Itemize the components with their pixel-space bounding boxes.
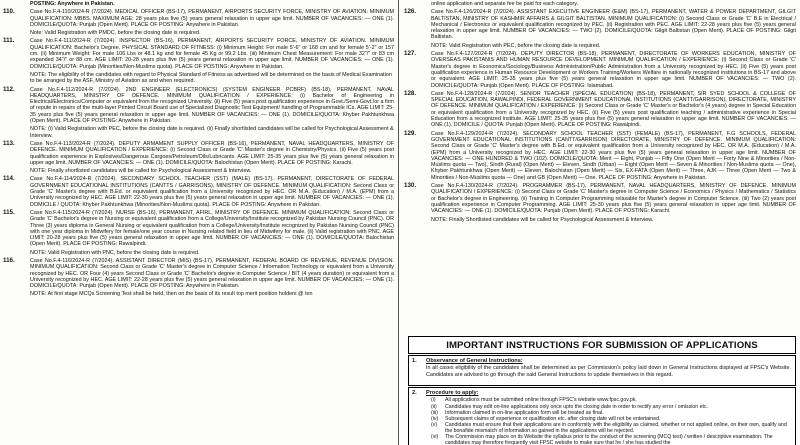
- vacancy-number: 112.: [3, 85, 15, 93]
- vacancy-number: 115.: [3, 208, 15, 216]
- vacancy-item: [401, 51, 800, 89]
- procedure-step-text: Information claimed in on-line application form will be treated as final.: [445, 409, 604, 416]
- vacancy-note: NOTE: Finally Shortlisted candidates will be called for Psychological Assessment & Interview.: [431, 216, 654, 223]
- procedure-step-text: The Commission may place on its Website the syllabus prior to the conduct of the screening (MCQ test) / written / descriptive examination. The candidates may therefore frequently visit FPSC website to make sure that he / she has studied the: [445, 433, 773, 445]
- instructions-title: IMPORTANT INSTRUCTIONS FOR SUBMISSION OF APPLICATIONS: [408, 336, 796, 354]
- instruction-body: In all cases eligibility of the candidates shall be determined as per Commission's policy laid down in General Instructions displayed at FPSC's Website. Candidates are advised to go through the said General Instructions to update themselves in this regard.: [426, 365, 791, 378]
- vacancy-text: Case No.F.4-126/2024-R (7/2024). ASSISTANT EXECUTIVE ENGINEER (E&M) (BS-17), PERMANENT, WATER & POWER DEPARTMENT, GILGIT BALTISTAN, MINISTRY OF KASHMIR AFFAIRS & GILGIT BALTISTAN. MINIMUM QUALIFICATION: (i) Second Class or Grade 'C' B.E in Electrical / Mechanical / Electronics or equivalent qualification recognized by PEC. (ii) Registration with PEC. AGE LIMIT: 22-28 years plus five (5) years general relaxation in upper age limit. NUMBER OF VACANCIES: — TWO (2). DOMICILE/QUOTA: Gilgit Baltistan (Open Merit). PLACE OF POSTING: Gilgit Baltistan.: [431, 9, 796, 41]
- procedure-step-label: (vi): [431, 433, 439, 440]
- procedure-step-label: (i): [431, 397, 436, 404]
- procedure-step-label: (ii): [431, 403, 437, 410]
- vacancy-number: 110.: [3, 8, 15, 16]
- vacancy-note: NOTE: (i) Valid Registration with PEC, before the closing date is required. (ii) Finally shortlisted candidates will be called for Psychological Assessment & Interview.: [30, 126, 394, 139]
- procedure-step: [409, 434, 795, 445]
- vacancy-number: 129.: [404, 129, 417, 137]
- vacancy-number: 114.: [3, 175, 15, 183]
- vacancy-item: [401, 9, 800, 40]
- procedure-steps-list: [409, 397, 795, 445]
- procedure-step-text: All applications must be submitted online through FPSC's website www.fpsc.gov.pk.: [445, 397, 637, 404]
- vacancy-number: 127.: [404, 50, 417, 58]
- instruction-title: Procedure to apply:: [426, 390, 479, 396]
- vacancy-number: 128.: [404, 89, 417, 97]
- vacancy-text: Case No.F.4-114/2024-R (7/2024). SECONDARY SCHOOL TEACHER (SST) (MALE) (BS-17), PERMANENT, DIRECTORATE OF FEDERAL GOVERNMENT EDUCATIONAL INSTITUTIONS (CANTTS / GARRISONS), MINISTRY OF DEFENCE. MINIMUM QUALIFICATION: Second Class or Grade 'C' Master's degree with B.Ed. or equivalent qualification from a University recognized by HEC. OR M.A. (Education) / M.A. (EPM) from a University recognized by HEC. AGE LIMIT: 22-30 years plus five (5) years general relaxation in upper age limit. NUMBER OF VACANCIES: — ONE (1). DOMICILE / QUOTA: Khyber Pakhtunkhwa (Minorities/Non-Muslims quota). PLACE OF POSTING: Anywhere in Pakistan.: [30, 176, 394, 208]
- vacancy-number: 116.: [3, 256, 15, 264]
- vacancy-number: 111.: [3, 37, 15, 45]
- left-top-fragment: POSTING: Anywhere in Pakistan.: [30, 1, 115, 7]
- vacancy-text: Case No.F.4-128/2024-R (7/2024). SENIOR TEACHER (SPECIAL EDUCATION) (BS-18), PERMANENT, SIR SYED SCHOOL & COLLEGE OF SPECIAL EDUCATION, RAWALPINDI, FEDERAL GOVERNMENT EDUCATIONAL INSTITUTIONS (CANTT/GARRISON), DIRECTORATE, MINISTRY OF DEFENCE. MINIMUM QUALIFICATION / EXPERIENCE: (i) Second Class or Grade 'C' Master's or Bachelor's (4 years) degree in Special Education or equivalent qualification from a University recognized by HEC. (ii) Five (5) years post qualification teaching / administrative experience in Special Education from a recognized institute. AGE LIMIT: 25-35 years plus five (5) years general relaxation in upper age limit. NUMBER OF VACANCIES: — ONE (1). DOMICILE / QUOTA: Punjab (Open Merit). PLACE OF POSTING: Rawalpindi.: [431, 90, 796, 129]
- vacancy-note: NOTE: Finally shortlisted candidates will be called for Psychological Assessment & Interview.: [30, 168, 252, 175]
- vacancy-note: NOTE: Valid Registration with PEC, before the closing date is required.: [431, 42, 601, 49]
- vacancy-text: Case No.F.4-115/2024-R (7/2024). NURSE (BS-16), PERMANENT, AFIRL, MINISTRY OF DEFENCE. MINIMUM QUALIFICATION: Second Class or Grade 'C' Bachelor's degree in Nursing or equivalent qualification from a College/University/Institute recognized by Pakistan Nursing Council (PNC). OR Three (3) years diploma in General Nursing or equivalent qualification from a College/University/Institute recognized by Pakistan Nursing Council (PNC) with one year diploma in Midwifery for female/one year course in Nursing related field in lieu of Midwifery for male. (ii) Valid registration with PNC. AGE LIMIT: 20-28 years plus five (5) years general relaxation in upper age limit. NUMBER OF VACANCIES: — ONE (1). DOMICILE/QUOTA: Balochistan (Open Merit). PLACE OF POSTING: Rawalpindi.: [30, 209, 394, 248]
- instruction-heading: [409, 356, 795, 365]
- vacancy-text: Case No.F.4-127/2024-R (7/2024). DEPUTY DIRECTOR (BS-18), PERMANENT, DIRECTORATE OF WORKERS EDUCATION, MINISTRY OF OVERSEAS PAKISTANIS AND HUMAN RESOURCE DEVELOPMENT. MINIMUM QUALIFICATION / EXPERIENCE: (i) Second Class or Grade 'C' Master's degree in Economics/Sociology/Business Administration/Public Administration from a University recognized by HEC. (ii) Five (5) years post qualification experience in Human Resource Development or Workers Training/Workers Welfare in nationally recognized institutions in BS-17 and above or equivalent. AGE LIMIT: 25-35 years plus five (5) years general relaxation in upper age limit. NUMBER OF VACANCIES: — TWO (2). DOMICILE/QUOTA: Punjab (Open Merit). PLACE OF POSTING: Islamabad.: [431, 51, 796, 89]
- left-items-list: [0, 9, 398, 297]
- vacancy-number: 126.: [404, 8, 417, 16]
- instruction-section-procedure: [408, 387, 796, 445]
- right-top-fragment: online application and separate fee be paid for each category.: [431, 1, 579, 7]
- vacancy-item: [0, 258, 398, 289]
- procedure-step-text: Candidates must ensure that their applications are in conformity with the eligibility as claimed, whether or not applied online, on their own, qualify and the bonafide mismatch of information so gained in the applications will be rejected.: [445, 421, 787, 434]
- vacancy-number: 130.: [404, 182, 417, 190]
- vacancy-text: Case No.F.4-111/2024-R (7/2024). INSPECTOR (BS-16), PERMANENT, AIRPORTS SECURITY FORCE, MINISTRY OF AVIATION. MINIMUM QUALIFICATION: Bachelor's Degree. PHYSICAL STANDARD OF FITNESS: (i) Minimum Height: For male 5'-6" or 168 cm and for female 5'-2" or 157 cm. (ii) Minimum Weight: For male 106 Lbs or 48.1 kg and for female 45 Kg or 99.2 Lbs. (iii) Minimum Chest Measurement: For male 32"/" or 83 cm expanded 34"/" or 88 cm. AGE LIMIT: 20-28 years plus five (5) years general relaxation in upper age limit. NUMBER OF VACANCIES: — ONE (1). DOMICILE/QUOTA: Punjab (Minorities/Non-Muslims quota). PLACE OF POSTING: Anywhere in Pakistan.: [30, 38, 394, 70]
- vacancy-note: NOTE: Valid Registration with PNC, before the closing date is required.: [30, 249, 200, 256]
- vacancy-item: [0, 210, 398, 248]
- procedure-step-label: (iv): [431, 415, 439, 422]
- vacancy-item: [0, 87, 398, 125]
- vacancy-text: Case No.F.4-112/2024-R (7/2024). 2ND ENGINEER (ELECTRONICS) (SYSTEM ENGINEER PCBRF) (BS-18), PERMANENT, NAVAL HEADQUARTERS, MINISTRY OF DEFENCE. MINIMUM QUALIFICATION / EXPERIENCE: (i) Bachelor of Engineering in Electrical/Electronics/Computer or equivalent from the recognized University. (ii) Five (5) years post qualification experience in Govt./Semi-Govt./or a firm of repute in repairs of the multi-layer Printed Circuit Board use of Specialized Diagnostic Test Equipment/ handling of Programmable ICs. AGE LIMIT: 25-35 years plus five (5) years general relaxation in upper age limit. NUMBER OF VACANCIES: — ONE (1). DOMICILE/QUOTA: Khyber Pakhtunkhwa (Open Merit). PLACE OF POSTING: Anywhere in Pakistan.: [30, 86, 394, 125]
- vacancy-text: Case No.F.4-113/2024-R (7/2024). DEPUTY ARMAMENT SUPPLY OFFICER (BS-16), PERMANENT, NAVAL HEADQUARTERS, MINISTRY OF DEFENCE. MINIMUM QUALIFICATION / EXPERIENCE: (i) Second Class or Grade 'C' Master's degree in Chemistry/Physics. (ii) Five (5) years post qualification experience in Explosives/Dangerous Cargoes/Petroleum/Oils/Lubricants. AGE LIMIT: 25-35 years plus five (5) years general relaxation in upper age limit. NUMBER OF VACANCIES: — ONE (1). DOMICILE/QUOTA: Balochistan (Open Merit). PLACE OF POSTING: Karachi.: [30, 140, 394, 166]
- vacancy-text: Case No.F.4-116/2024-R (7/2024). ASSISTANT DIRECTOR (MIS) (BS-17), PERMANENT, FEDERAL BOARD OF REVENUE, REVENUE DIVISION. MINIMUM QUALIFICATION: Second Class or Grade 'C' Master's degree in Computer Science / Information Technology or equivalent from a University recognized by HEC. OR Four (4) years Second Class or Grade 'C' Bachelor's degree in Computer Science / BIT (4 years duration) or equivalent from a University recognized by HEC. AGE LIMIT: 22-28 years plus five (5) years general relaxation in upper age limit. NUMBER OF VACANCIES: — ONE (1). DOMICILE/QUOTA: Punjab (Open Merit). PLACE OF POSTING: Anywhere in Pakistan.: [30, 257, 394, 290]
- procedure-step: [409, 422, 795, 434]
- vacancy-item: [401, 131, 800, 181]
- vacancy-note: Note: Valid Registration with PMDC, before the closing date is required.: [30, 30, 201, 37]
- vacancy-note: NOTE: At first stage MCQs Screening Test shall be held, then on the basis of its result top merit position holders @ ten: [30, 291, 313, 298]
- vacancy-item: [0, 176, 398, 207]
- instruction-number: 1.: [412, 358, 417, 364]
- instruction-number: 2.: [412, 390, 417, 396]
- procedure-step-label: (iii): [431, 409, 438, 416]
- left-column: [0, 0, 399, 445]
- vacancy-number: 113.: [3, 139, 15, 147]
- vacancy-item: [0, 38, 398, 69]
- vacancy-item: [401, 183, 800, 214]
- vacancy-text: Case No.F.4-110/2024-R (7/2024). MEDICAL OFFICER (BS-17), PERMANENT, AIRPORTS SECURITY FORCE, MINISTRY OF AVIATION. MINIMUM QUALIFICATION: MBBS. MAXIMUM AGE: 28 years plus five (5) years general relaxation in upper age limit. NUMBER OF VACANCIES: — ONE (1). DOMICILE/QUOTA: Punjab (Open Merit). PLACE OF POSTING: Anywhere in Pakistan.: [30, 9, 394, 28]
- vacancy-item: [0, 9, 398, 28]
- right-items-list: [401, 9, 800, 223]
- procedure-step-label: (v): [431, 421, 438, 428]
- procedure-step-text: Subsequent claims of experience or qualification etc. after closing date will not be entertained.: [445, 415, 661, 422]
- vacancy-item: [401, 91, 800, 129]
- instruction-heading: [409, 388, 795, 397]
- vacancy-item: [0, 141, 398, 166]
- vacancy-note: NOTE: The eligibility of the candidates with regard to Physical Standard of Fitness as advertised will be determined on the basis of Medical Examination to be arranged by the ASF, Ministry of Aviation as and when required.: [30, 71, 392, 85]
- procedure-step-text: Candidates may edit on-line applications only once upto the closing date in order to rectify any error / omission etc.: [445, 403, 708, 410]
- instruction-section-observance: [408, 355, 796, 386]
- vacancy-text: Case No.F.4-130/2024-R (7/2024). PROGRAMMER (BS-17), PERMANENT, NAVAL HEADQUARTERS, MINISTRY OF DEFENCE. MINIMUM QUALIFICATION / EXPERIENCE: (i) Second Class or Grade 'C' Master's degree in Computer Science / Economics / Physics / Mathematics / Statistics or Bachelor's degree in Engineering. (ii) Training in Computer Programming relaxable for Master's degree in Computer Science. (iii) Two (2) years post qualification experience in Computer Programming. AGE LIMIT: 25-30 years plus five (5) years general relaxation in upper age limit. NUMBER OF VACANCIES: — ONE (1). DOMICILE/QUOTA: Punjab (Open Merit). PLACE OF POSTING: Karachi.: [431, 183, 796, 215]
- instruction-title: Observance of General Instructions:: [426, 358, 523, 364]
- vacancy-text: Case No.F.4-129/2024-R (7/2024). SECONDARY SCHOOL TEACHER (SST) (FEMALE) (BS-17), PERMANENT, F.G SCHOOLS, FEDERAL GOVERNMENT EDUCATIONAL INSTITUTIONS (CANTT/GARRISON) DIRECTORATE, MINISTRY OF DEFENCE. MINIMUM QUALIFICATION: Second Class or Grade 'C' Master's degree with B.Ed. or equivalent qualification from a University recognized by HEC. OR M.A. (Education) / M.A. (EPM) from a University recognized by HEC. AGE LIMIT: 22-30 years plus five (5) years general relaxation in upper age limit. NUMBER OF VACANCIES: — ONE HUNDRED & TWO (102). DOMICILE/QUOTA: Merit — Eight, Punjab — Fifty One (Open Merit — Forty Nine & Minorities / Non-Muslims quota — Two), Sindh (Rural) (Open Merit) — Eleven, Sindh (Urban) — Eight (Open Merit — Seven & Minorities / Non-Muslims quota — One), Khyber Pakhtunkhwa (Open Merit) — Eleven, Balochistan (Open Merit) — Six, EX-FATA (Open Merit) — Three, AJK — Three (Open Merit — Two & Minorities / Non-Muslims quota — One) and GB (Open Merit) — One. PLACE OF POSTING: Anywhere in Pakistan.: [431, 130, 796, 181]
